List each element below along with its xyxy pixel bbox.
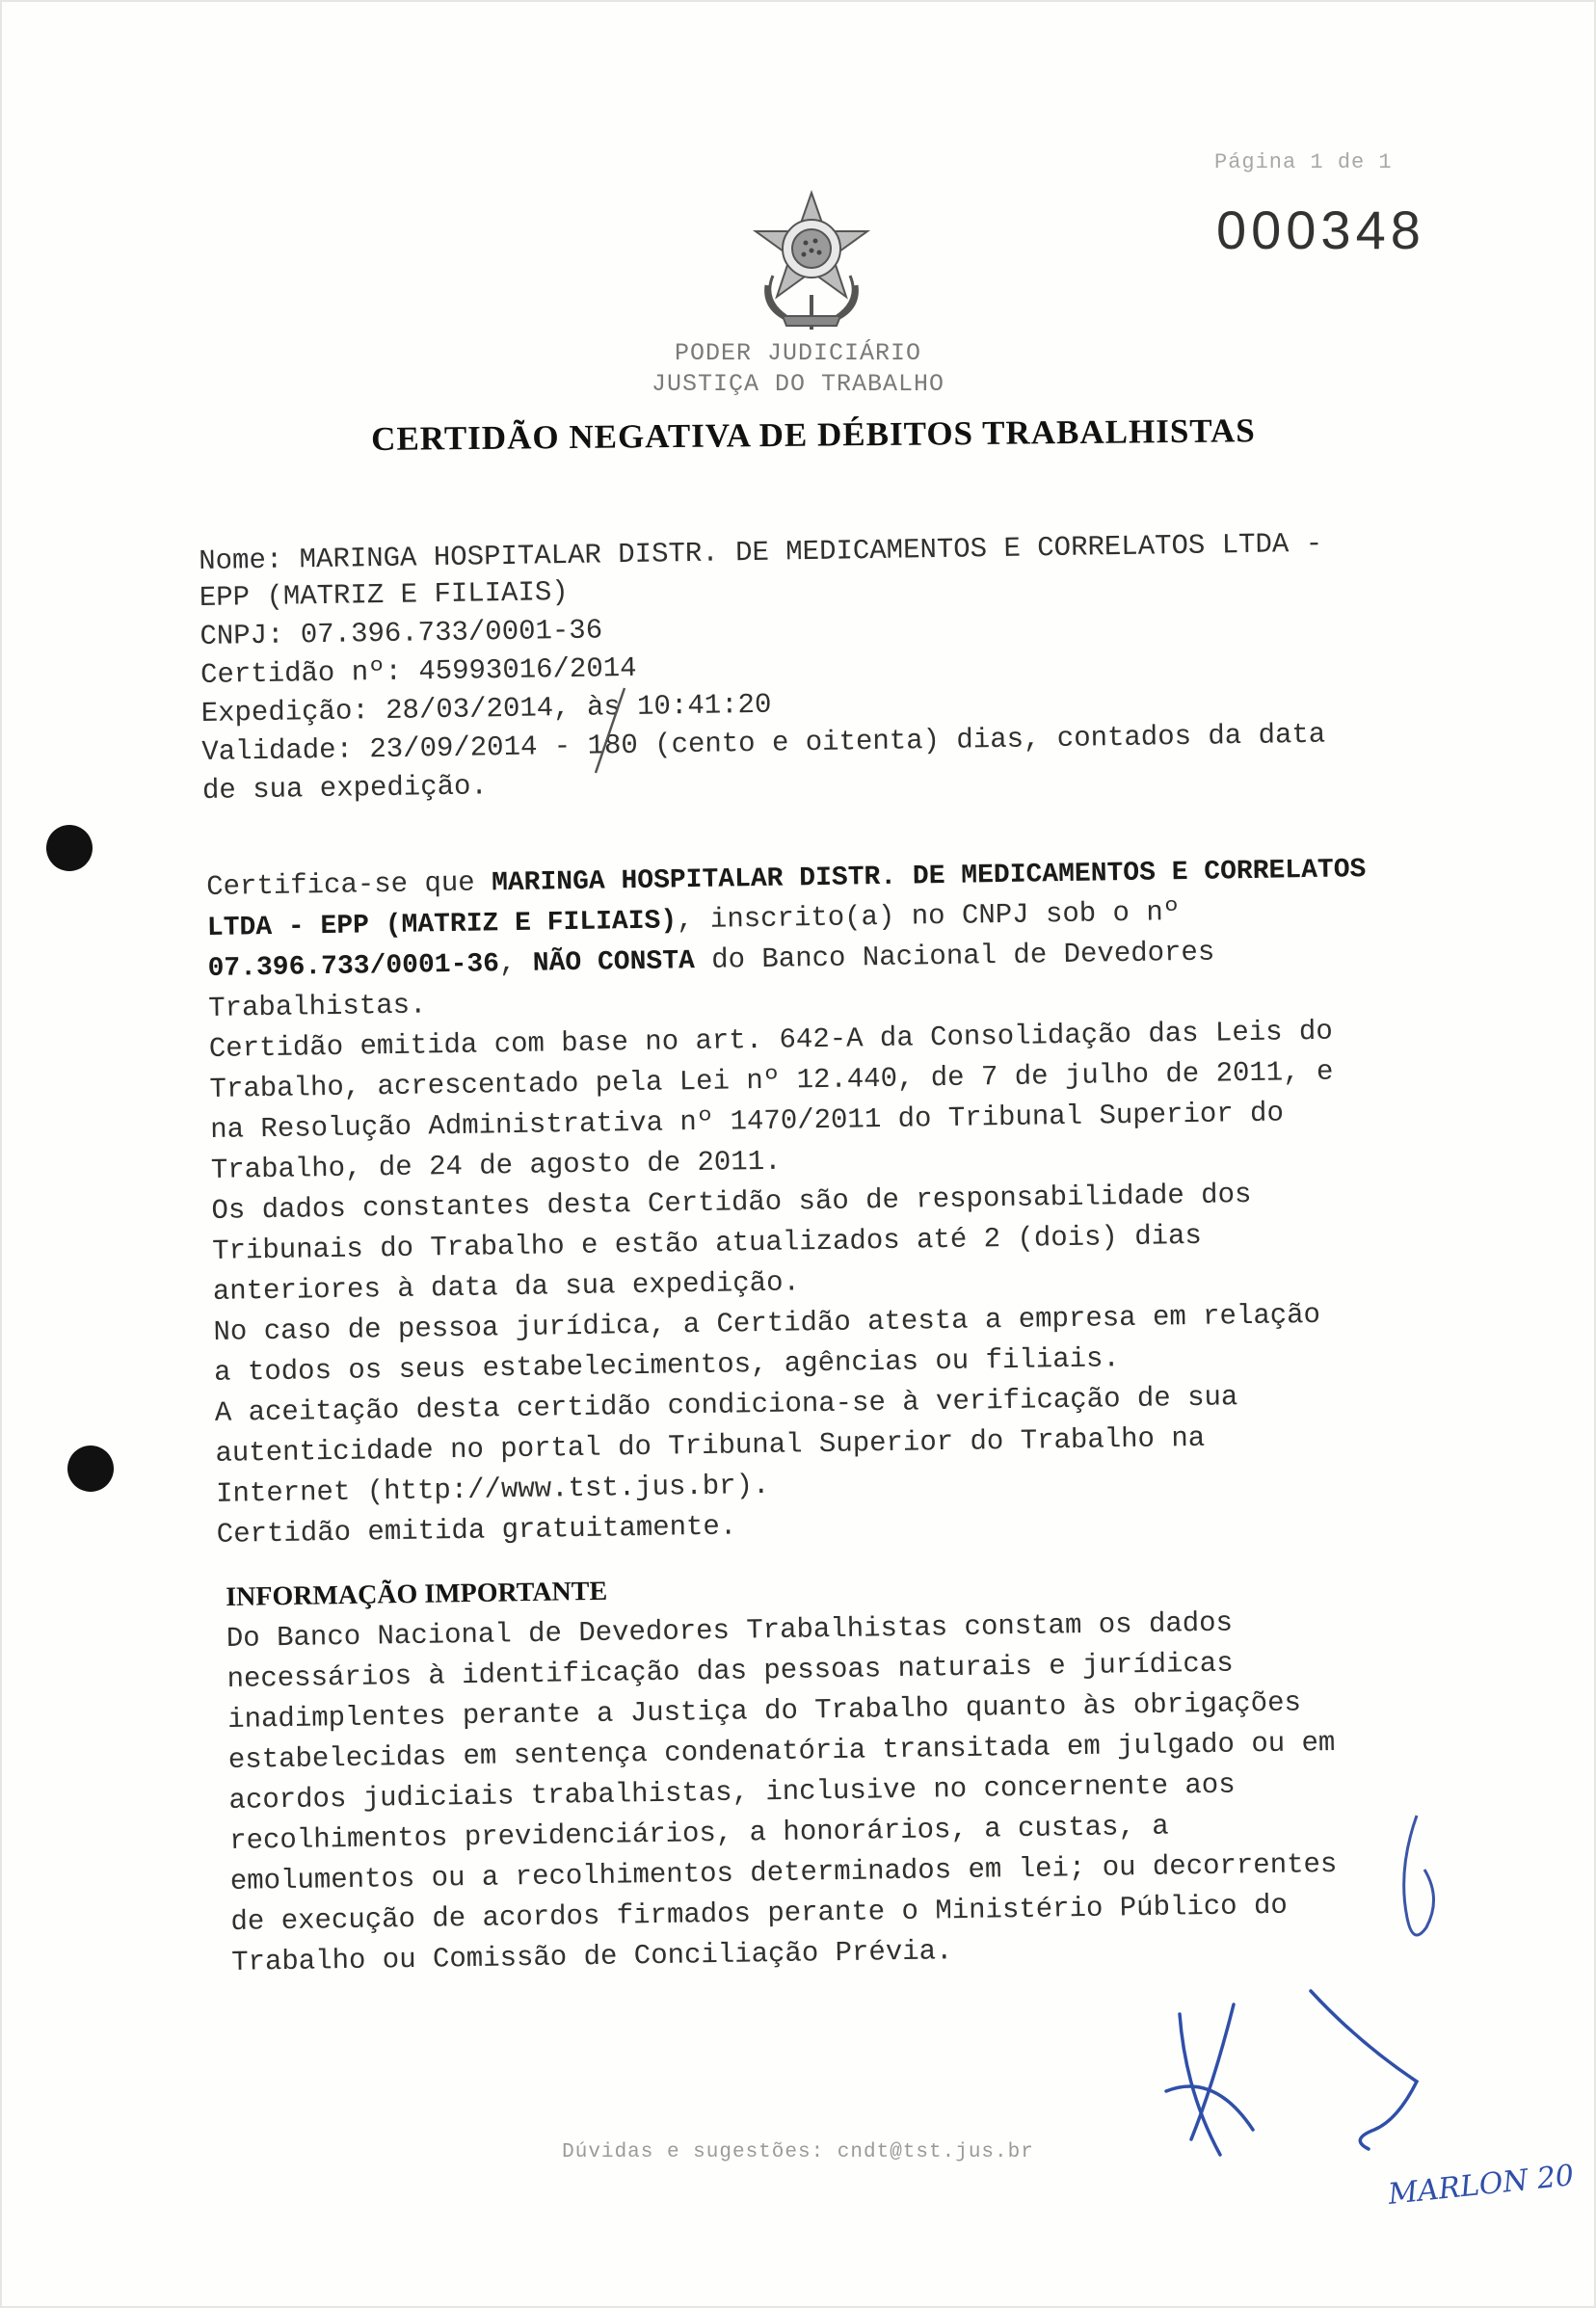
info-line-3: inadimplentes perante a Justiça do Trabalho quanto às obrigações — [226, 1686, 1302, 1736]
certifica-line-13: a todos os seus estabelecimentos, agências ou filiais. — [213, 1342, 1121, 1389]
nao-consta-bold: NÃO CONSTA — [532, 946, 696, 979]
certidao-number: Certidão nº: 45993016/2014 — [200, 651, 637, 691]
expedicao: Expedição: 28/03/2014, às 10:41:20 — [200, 688, 772, 730]
certifica-line-6: Trabalho, acrescentado pela Lei nº 12.440, de 7 de julho de 2011, e — [209, 1055, 1334, 1105]
certifica-line-14: A aceitação desta certidão condiciona-se à verificação de sua — [214, 1381, 1238, 1429]
separator: , — [498, 946, 534, 980]
validade-line-2: de sua expedição. — [201, 770, 489, 807]
certifica-prefix: Certifica-se que — [206, 866, 492, 903]
page-stamp-number: 000348 — [1216, 199, 1425, 260]
handwritten-note: MARLON 20 — [1386, 2158, 1576, 2213]
identification-block — [199, 526, 1451, 807]
nome-line-1: Nome: MARINGA HOSPITALAR DISTR. DE MEDICAMENTOS E CORRELATOS LTDA - — [199, 527, 1323, 577]
coat-of-arms-icon — [744, 189, 879, 332]
info-line-7: emolumentos ou a recolhimentos determinados em lei; ou decorrentes — [229, 1847, 1338, 1897]
certifica-line-7: na Resolução Administrativa nº 1470/2011 do Tribunal Superior do — [209, 1097, 1285, 1146]
certifica-line-10: Tribunais do Trabalho e estão atualizados até 2 (dois) dias — [211, 1219, 1203, 1267]
footer-contact: Dúvidas e sugestões: cndt@tst.jus.br — [562, 2141, 1034, 2163]
poder-judiciario: PODER JUDICIÁRIO — [674, 339, 922, 367]
certifica-line-5: Certidão emitida com base no art. 642-A da Consolidação das Leis do — [208, 1015, 1334, 1065]
binder-hole-bottom — [67, 1446, 114, 1492]
info-line-8: de execução de acordos firmados perante o Ministério Público do — [230, 1889, 1289, 1938]
document-title: CERTIDÃO NEGATIVA DE DÉBITOS TRABALHISTAS — [371, 411, 1256, 458]
certifica-line-4: Trabalhistas. — [207, 989, 427, 1024]
info-heading: INFORMAÇÃO IMPORTANTE — [226, 1576, 608, 1612]
page-indicator: Página 1 de 1 — [1214, 150, 1393, 174]
info-line-4: estabelecidas em sentença condenatória transitada em julgado ou em — [227, 1726, 1336, 1776]
certifica-line-3 — [207, 937, 1214, 984]
inscrito-text: , inscrito(a) no CNPJ sob o nº — [676, 896, 1181, 937]
certifica-line-11: anteriores à data da sua expedição. — [212, 1266, 801, 1308]
justica-do-trabalho: JUSTIÇA DO TRABALHO — [651, 370, 945, 398]
certifica-line-8: Trabalho, de 24 de agosto de 2011. — [210, 1145, 782, 1186]
binder-hole-top — [46, 825, 93, 871]
info-line-1: Do Banco Nacional de Devedores Trabalhistas constam os dados — [226, 1606, 1234, 1655]
info-block — [226, 1563, 1478, 1978]
certifica-line-17: Certidão emitida gratuitamente. — [216, 1510, 737, 1551]
certifica-line-15: autenticidade no portal do Tribunal Superior do Trabalho na — [215, 1421, 1206, 1470]
certifica-line-12: No caso de pessoa jurídica, a Certidão atesta a empresa em relação — [213, 1298, 1321, 1348]
certifica-block — [206, 852, 1459, 1551]
certifica-line-16: Internet (http://www.tst.jus.br). — [215, 1469, 770, 1510]
info-line-6: recolhimentos previdenciários, a honorários, a custas, a — [228, 1810, 1169, 1857]
initial-mark — [1388, 1812, 1455, 1956]
company-name-bold: MARINGA HOSPITALAR DISTR. DE MEDICAMENTOS E CORRELATOS — [491, 855, 1367, 899]
banco-text: do Banco Nacional de Devedores — [694, 936, 1215, 977]
info-line-9: Trabalho ou Comissão de Conciliação Prévia. — [230, 1935, 953, 1978]
info-line-2: necessários à identificação das pessoas naturais e jurídicas — [226, 1647, 1234, 1695]
company-suffix-bold: LTDA - EPP (MATRIZ E FILIAIS) — [206, 906, 678, 943]
certifica-line-9: Os dados constantes desta Certidão são de responsabilidade dos — [211, 1179, 1252, 1227]
cnpj-bold: 07.396.733/0001-36 — [207, 949, 500, 984]
pen-slash-mark — [578, 684, 636, 781]
validade-line-1: Validade: 23/09/2014 - 180 (cento e oitenta) dias, contados da data — [201, 718, 1326, 768]
certifica-line-1 — [206, 853, 1367, 903]
nome-line-2: EPP (MATRIZ E FILIAIS) — [199, 575, 569, 614]
certifica-line-2 — [207, 896, 1181, 943]
info-line-5: acordos judiciais trabalhistas, inclusive no concernente aos — [228, 1768, 1236, 1817]
cnpj: CNPJ: 07.396.733/0001-36 — [200, 614, 603, 652]
